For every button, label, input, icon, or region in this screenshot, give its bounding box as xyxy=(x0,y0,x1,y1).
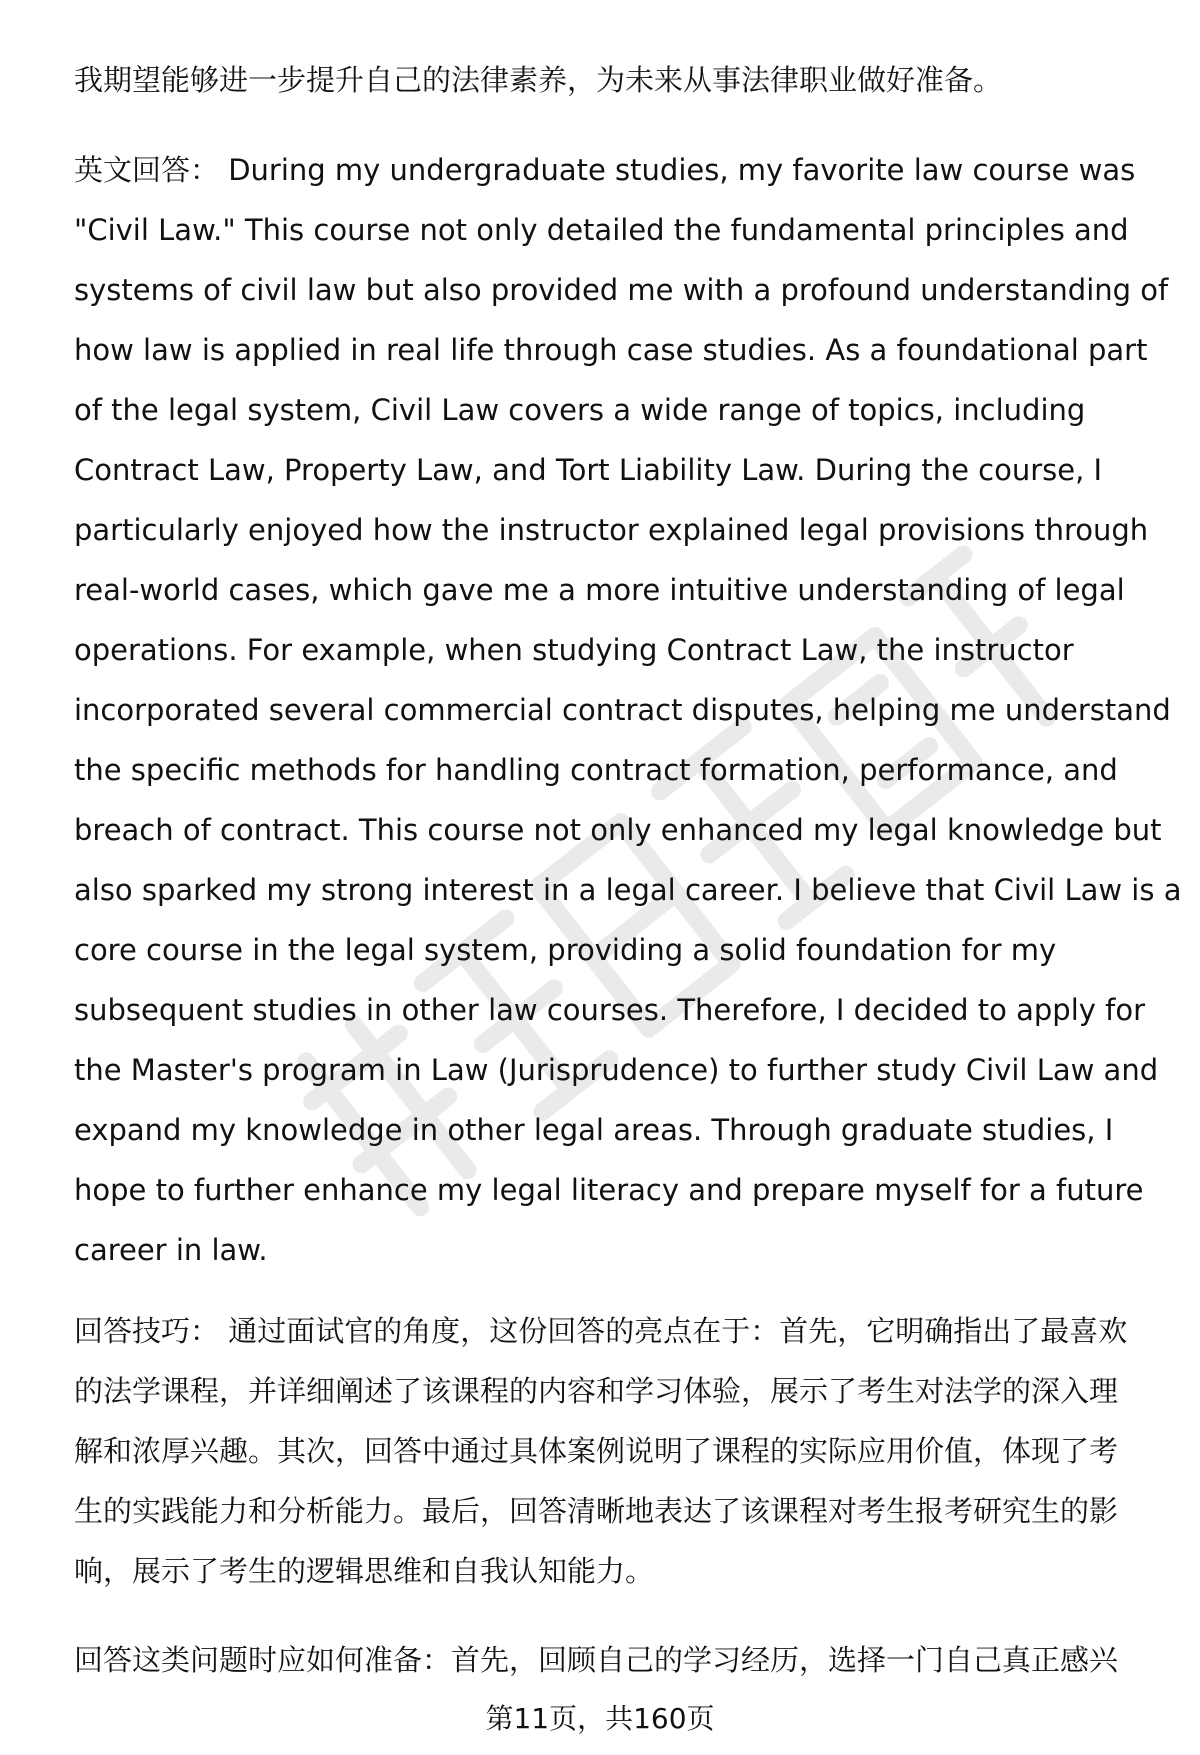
intro-paragraph xyxy=(74,50,1154,110)
paragraph-line: hope to further enhance my legal literacy and prepare myself for a future xyxy=(74,1173,1144,1207)
paragraph-line: of the legal system, Civil Law covers a wide range of topics, including xyxy=(74,393,1086,427)
paragraph-line: 生的实践能力和分析能力。最后，回答清晰地表达了该课程对考生报考研究生的影 xyxy=(74,1494,1119,1528)
paragraph-line: how law is applied in real life through case studies. As a foundational part xyxy=(74,333,1148,367)
page-number: 第11页，共160页 xyxy=(485,1702,715,1735)
paragraph-line: systems of civil law but also provided me with a profound understanding of xyxy=(74,273,1169,307)
paragraph-line: particularly enjoyed how the instructor explained legal provisions through xyxy=(74,513,1149,547)
paragraph-line: "Civil Law." This course not only detailed the fundamental principles and xyxy=(74,213,1129,247)
paragraph-line: 英文回答： During my undergraduate studies, my favorite law course was xyxy=(74,153,1136,187)
paragraph-line: subsequent studies in other law courses. Therefore, I decided to apply for xyxy=(74,993,1146,1027)
paragraph-line: the specific methods for handling contract formation, performance, and xyxy=(74,753,1118,787)
paragraph-line: Contract Law, Property Law, and Tort Liability Law. During the course, I xyxy=(74,453,1103,487)
preparation-paragraph xyxy=(74,1630,1154,1690)
paragraph-line: breach of contract. This course not only enhanced my legal knowledge but xyxy=(74,813,1162,847)
english-answer-paragraph xyxy=(74,140,1182,1280)
paragraph-line: career in law. xyxy=(74,1233,268,1267)
paragraph-line: also sparked my strong interest in a legal career. I believe that Civil Law is a xyxy=(74,873,1182,907)
paragraph-line: core course in the legal system, providing a solid foundation for my xyxy=(74,933,1057,967)
paragraph-line: operations. For example, when studying Contract Law, the instructor xyxy=(74,633,1074,667)
paragraph-line: 我期望能够进一步提升自己的法律素养，为未来从事法律职业做好准备。 xyxy=(74,63,1003,97)
paragraph-line: incorporated several commercial contract disputes, helping me understand xyxy=(74,693,1171,727)
paragraph-line: 回答这类问题时应如何准备：首先，回顾自己的学习经历，选择一门自己真正感兴 xyxy=(74,1643,1119,1677)
paragraph-line: 回答技巧： 通过面试官的角度，这份回答的亮点在于：首先，它明确指出了最喜欢 xyxy=(74,1314,1128,1348)
paragraph-line: 的法学课程，并详细阐述了该课程的内容和学习体验，展示了考生对法学的深入理 xyxy=(74,1374,1119,1408)
answer-tips-paragraph xyxy=(74,1301,1154,1601)
paragraph-line: 响，展示了考生的逻辑思维和自我认知能力。 xyxy=(74,1554,655,1588)
paragraph-line: real-world cases, which gave me a more intuitive understanding of legal xyxy=(74,573,1125,607)
paragraph-line: expand my knowledge in other legal areas. Through graduate studies, I xyxy=(74,1113,1114,1147)
paragraph-line: 解和浓厚兴趣。其次，回答中通过具体案例说明了课程的实际应用价值，体现了考 xyxy=(74,1434,1119,1468)
paragraph-line: the Master's program in Law (Jurisprudence) to further study Civil Law and xyxy=(74,1053,1159,1087)
